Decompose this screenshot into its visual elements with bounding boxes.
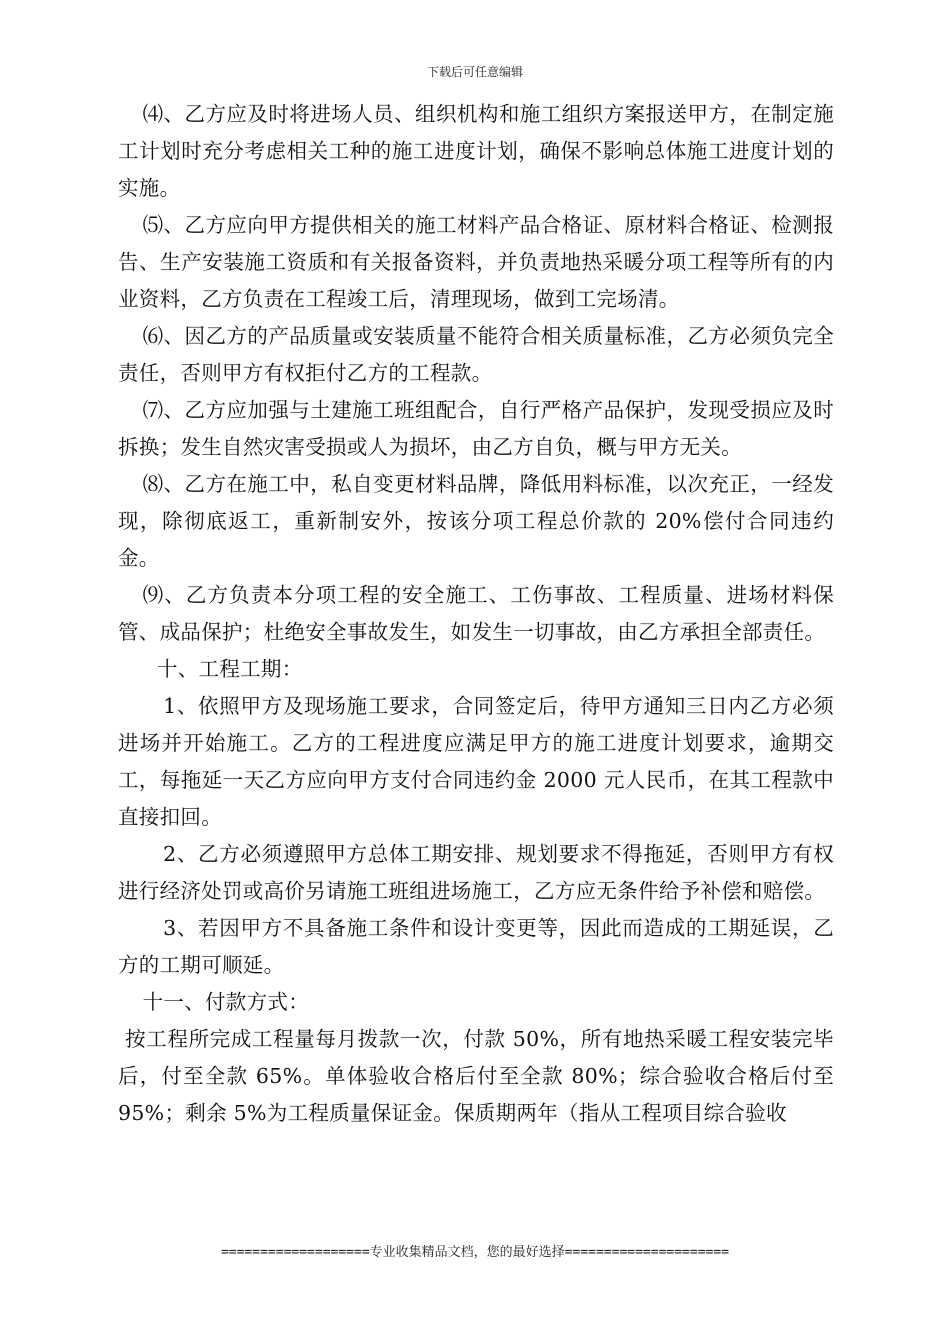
paragraph-item-8: ⑻、乙方在施工中，私自变更材料品牌，降低用料标准，以次充正，一经发现，除彻底返工，重新制安外，按该分项工程总价款的 20%偿付合同违约金。 — [118, 472, 834, 570]
section-heading-payment: 十一、付款方式： — [142, 990, 309, 1014]
schedule-clause-2: 2、乙方必须遵照甲方总体工期安排、规划要求不得拖延，否则甲方有权进行经济处罚或高价另请施工班组进场施工，乙方应无条件给予补偿和赔偿。 — [118, 842, 834, 903]
schedule-clause-3: 3、若因甲方不具备施工条件和设计变更等，因此而造成的工期延误，乙方的工期可顺延。 — [118, 916, 834, 977]
document-body — [118, 96, 834, 1132]
paragraph-item-4: ⑷、乙方应及时将进场人员、组织机构和施工组织方案报送甲方，在制定施工计划时充分考虑相关工种的施工进度计划，确保不影响总体施工进度计划的实施。 — [118, 102, 834, 200]
header-note: 下载后可任意编辑 — [426, 65, 523, 79]
paragraph-item-9: ⑼、乙方负责本分项工程的安全施工、工伤事故、工程质量、进场材料保管、成品保护；杜绝安全事故发生，如发生一切事故，由乙方承担全部责任。 — [118, 583, 834, 644]
paragraph-item-7: ⑺、乙方应加强与土建施工班组配合，自行严格产品保护，发现受损应及时拆换；发生自然灾害受损或人为损坏，由乙方自负，概与甲方无关。 — [118, 398, 834, 459]
footer-note: ===================专业收集精品文档，您的最好选择===================== — [220, 1245, 730, 1260]
section-heading-schedule: 十、工程工期： — [156, 657, 303, 681]
schedule-clause-1: 1、依照甲方及现场施工要求，合同签定后，待甲方通知三日内乙方必须进场并开始施工。乙方的工程进度应满足甲方的施工进度计划要求，逾期交工，每拖延一天乙方应向甲方支付合同违约金 2000 元人民币，在其工程款中直接扣回。 — [118, 694, 834, 829]
paragraph-item-5: ⑸、乙方应向甲方提供相关的施工材料产品合格证、原材料合格证、检测报告、生产安装施工资质和有关报备资料，并负责地热采暖分项工程等所有的内业资料，乙方负责在工程竣工后，清理现场，做到工完场清。 — [118, 213, 834, 311]
paragraph-item-6: ⑹、因乙方的产品质量或安装质量不能符合相关质量标准，乙方必须负完全责任，否则甲方有权拒付乙方的工程款。 — [118, 324, 834, 385]
payment-paragraph: 按工程所完成工程量每月拨款一次，付款 50%，所有地热采暖工程安装完毕后，付至全款 65%。单体验收合格后付至全款 80%；综合验收合格后付至 95%；剩余 5%为工程质量保证金。保质期两年（指从工程项目综合验收 — [118, 1027, 834, 1125]
